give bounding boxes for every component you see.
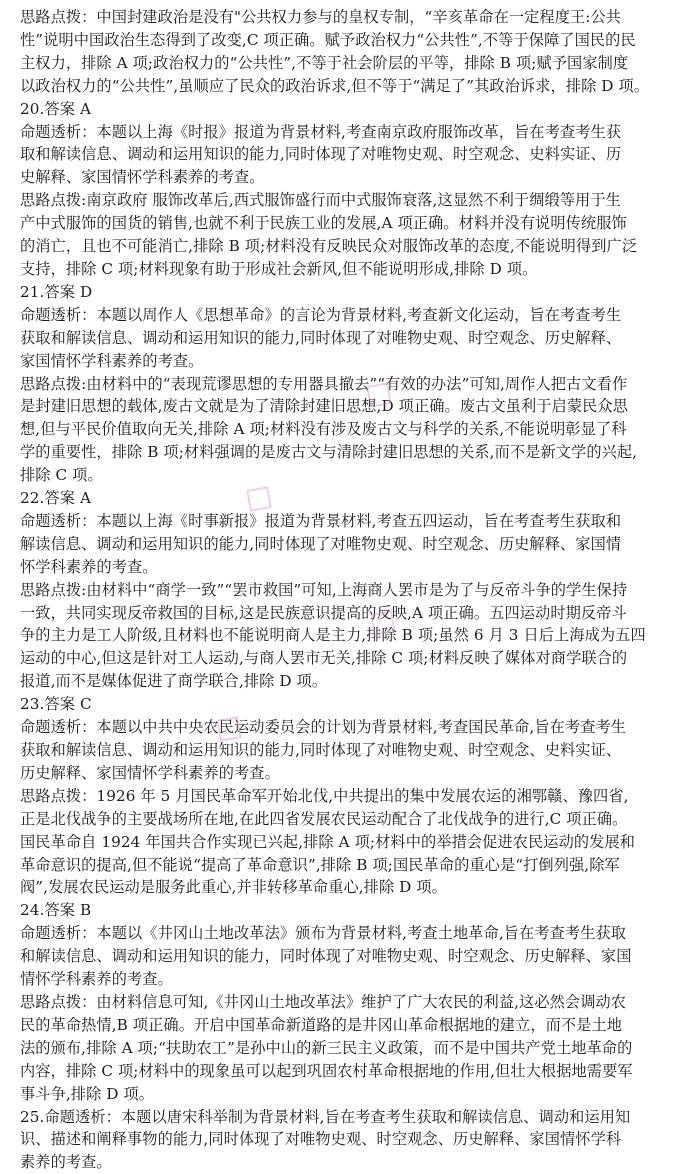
text-line: 阀”,发展农民运动是服务此重心,并非转移革命重心,排除 D 项。 bbox=[20, 878, 447, 897]
text-line: 思路点拨：1926 年 5 月国民革命军开始北伐,中共提出的集中发展农运的湘鄂赣、豫四省, bbox=[20, 786, 629, 805]
text-line: 思路点拨：中国封建政治是没有"公共权力参与的皇权专制，“辛亥革命在一定程度王:公共 bbox=[20, 8, 622, 26]
watermark-mark bbox=[216, 716, 241, 741]
text-line: 性”说明中国政治生态得到了改变,C 项正确。赋予政治权力“公共性”,不等于保障了国民的民 bbox=[20, 30, 636, 49]
text-line: 支持，排除 C 项;材料现象有助于形成社会新风,但不能说明形成,排除 D 项。 bbox=[20, 259, 538, 278]
text-line: 获取和解读信息、调动和运用知识的能力,同时体现了对唯物史观、时空观念、史料实证、 bbox=[20, 741, 622, 759]
text-line: 的消亡，且也不可能消亡,排除 B 项;材料没有反映民众对服饰改革的态度,不能说明得到广泛 bbox=[20, 237, 638, 256]
text-line: 怀学科素养的考查。 bbox=[20, 557, 158, 576]
text-line: 排除 C 项。 bbox=[20, 466, 103, 485]
text-line: 家国情怀学科素养的考查。 bbox=[20, 351, 204, 370]
text-line: 运动的中心,但这是针对工人运动,与商人罢市无关,排除 C 项;材料反映了媒体对商学联合的 bbox=[20, 649, 628, 668]
text-line: 民的革命热情,B 项正确。开启中国革命新道路的是井冈山革命根据地的建立，而不是土地 bbox=[20, 1015, 623, 1034]
text-line: 思路点拨:由材料中“商学一致”“罢市救国”可知,上海商人罢市是为了与反帝斗争的学生保持 bbox=[20, 580, 628, 599]
watermark-mark bbox=[246, 486, 271, 511]
text-line: 命题透析：本题以《井冈山土地改革法》颁布为背景材料,考查土地革命,旨在考查考生获取 bbox=[20, 924, 627, 943]
text-line: 25.命题透析：本题以唐宋科举制为背景材料,旨在考查考生获取和解读信息、调动和运用知 bbox=[20, 1107, 631, 1126]
text-line: 以政治权力的“公共性”,虽顺应了民众的政治诉求,但不等于“满足了”其政治诉求，排除 D 项。 bbox=[20, 76, 650, 95]
text-line: 史解释、家国情怀学科素养的考查。 bbox=[20, 168, 265, 187]
watermark-mark bbox=[370, 610, 395, 635]
text-line: 事斗争,排除 D 项。 bbox=[20, 1084, 155, 1103]
text-line: 争的主力是工人阶级,且材料也不能说明商人是主力,排除 B 项;虽然 6 月 3 日后上海成为五四 bbox=[20, 626, 646, 645]
text-line: 内容，排除 C 项;材料中的现象虽可以起到巩固农村革命根据地的作用,但壮大根据地需要军 bbox=[20, 1061, 633, 1080]
text-line: 一致，共同实现反帝救国的目标,这是民族意识提高的反映,A 项正确。五四运动时期反帝斗 bbox=[20, 603, 627, 622]
answer-heading: 23.答案 C bbox=[20, 695, 92, 714]
text-line: 历史解释、家国情怀学科素养的考查。 bbox=[20, 763, 280, 782]
text-line: 和解读信息、调动和运用知识的能力，同时体现了对唯物史观、时空观念、历史解释、家国 bbox=[20, 947, 632, 966]
text-line: 产中式服饰的国货的销售,也就不利于民族工业的发展,A 项正确。材料并没有说明传统服饰 bbox=[20, 214, 627, 233]
text-line: 思路点拨:由材料中的“表现荒谬思想的专用器具撤去”“有效的办法”可知,周作人把古文看作 bbox=[20, 374, 628, 393]
text-line: 命题透析：本题以中共中央农民运动委员会的计划为背景材料,考查国民革命,旨在考查考生 bbox=[20, 718, 627, 737]
text-line: 想,但与平民价值取向无关,排除 A 项;材料没有涉及废古文与科学的关系,不能说明彰显了科 bbox=[20, 420, 627, 439]
text-line: 解读信息、调动和运用知识的能力,同时体现了对唯物史观、时空观念、历史解释、家国情 bbox=[20, 534, 622, 553]
text-line: 正是北伐战争的主要战场所在地,在此四省发展农民运动配合了北伐战争的进行,C 项正确。 bbox=[20, 809, 628, 828]
answer-heading: 21.答案 D bbox=[20, 282, 93, 301]
text-line: 命题透析：本题以上海《时报》报道为背景材料,考查南京政府服饰改革，旨在考查考生获 bbox=[20, 122, 622, 141]
answer-heading: 20.答案 A bbox=[20, 99, 92, 118]
text-line: 获取和解读信息、调动和运用知识的能力,同时体现了对唯物史观、时空观念、历史解释、 bbox=[20, 328, 622, 347]
text-line: 思路点拨：由材料信息可知,《井冈山土地改革法》维护了广大农民的利益,这必然会调动农 bbox=[20, 992, 627, 1011]
text-line: 主权力，排除 A 项;政治权力的“公共性”,不等于社会阶层的平等，排除 B 项;赋予国家制度 bbox=[20, 53, 629, 72]
text-line: 情怀学科素养的考查。 bbox=[20, 970, 173, 989]
text-line: 革命意识的提高,但不能说“提高了革命意识”,排除 B 项;国民革命的重心是“打倒列强,除军 bbox=[20, 855, 620, 874]
text-line: 法的颁布,排除 A 项;“扶助农工”是孙中山的新三民主义政策，而不是中国共产党土地革命的 bbox=[20, 1038, 633, 1057]
text-line: 报道,而不是媒体促进了商学联合,排除 D 项。 bbox=[20, 672, 328, 691]
text-line: 素养的考查。 bbox=[20, 1153, 112, 1172]
text-line: 命题透析：本题以上海《时事新报》报道为背景材料,考查五四运动，旨在考查考生获取和 bbox=[20, 511, 622, 530]
watermark-mark bbox=[366, 382, 391, 407]
text-line: 识、描述和阐释事物的能力,同时体现了对唯物史观、时空观念、历史解释、家国情怀学科 bbox=[20, 1130, 622, 1149]
text-line: 国民革命自 1924 年国共合作实现已兴起,排除 A 项;材料中的举措会促进农民运动的发展和 bbox=[20, 832, 636, 851]
text-line: 思路点拨:南京政府 服饰改革后,西式服饰盛行而中式服饰衰落,这显然不利于绸缎等用于生 bbox=[20, 191, 621, 210]
answer-heading: 22.答案 A bbox=[20, 489, 92, 508]
text-line: 取和解读信息、调动和运用知识的能力,同时体现了对唯物史观、时空观念、史料实证、历 bbox=[20, 145, 622, 164]
text-line: 学的重要性，排除 B 项;材料强调的是废古文与清除封建旧思想的关系,而不是新文学的兴起, bbox=[20, 443, 638, 462]
text-line: 命题透析：本题以周作人《思想革命》的言论为背景材料,考查新文化运动，旨在考查考生 bbox=[20, 305, 622, 324]
answer-heading: 24.答案 B bbox=[20, 901, 92, 920]
text-line: 是封建旧思想的载体,废古文就是为了清除封建旧思想,D 项正确。废古文虽利于启蒙民众思 bbox=[20, 397, 628, 416]
